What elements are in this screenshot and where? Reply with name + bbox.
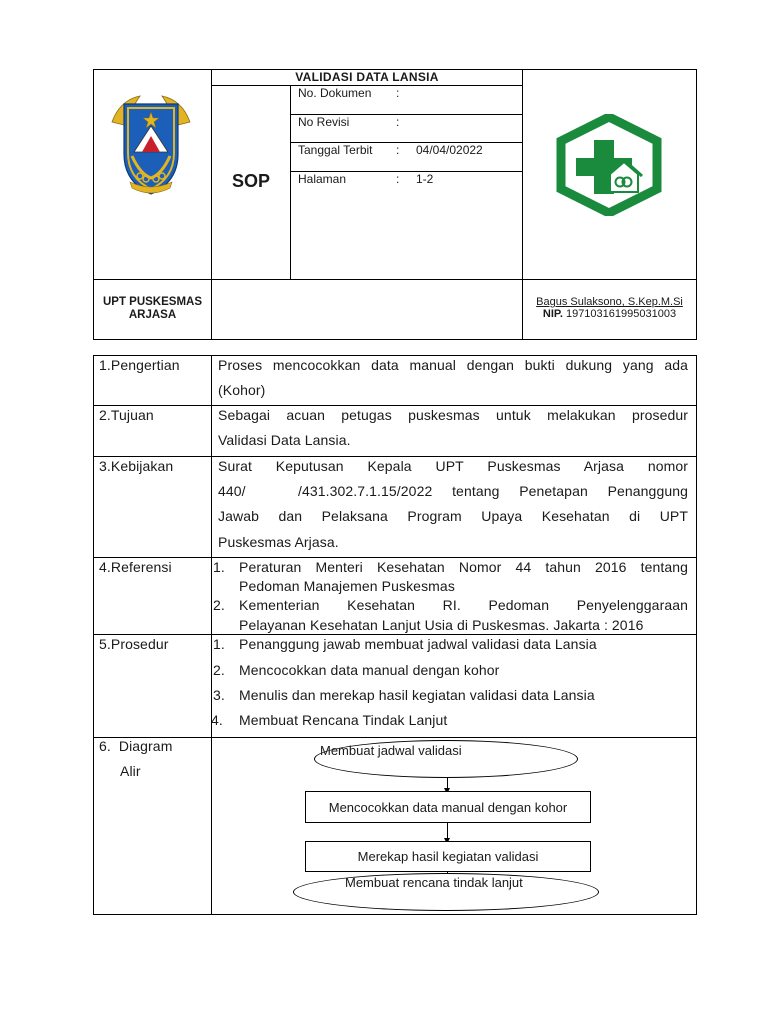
flow-arrow-2 (447, 823, 448, 839)
sop-label: SOP (231, 171, 270, 191)
section-label-kebijakan: 3.Kebijakan (99, 458, 174, 474)
referensi-item-1-line2: Pedoman Manajemen Puskesmas (239, 578, 455, 594)
prosedur-item-4: Membuat Rencana Tindak Lanjut (239, 712, 448, 728)
signer-name: Bagus Sulaksono, S.Kep.M.Si (536, 296, 683, 308)
nip-value: 197103161995031003 (565, 308, 677, 320)
kebijakan-line3: Jawab dan Pelaksana Program Upaya Kesehatan di UPT (218, 508, 688, 524)
document-title: VALIDASI DATA LANSIA (295, 70, 439, 84)
flow-step-3: Merekap hasil kegiatan validasi (357, 849, 539, 864)
flow-step-4: Membuat rencana tindak lanjut (345, 875, 523, 890)
prosedur-num-3: 3. (213, 687, 225, 703)
prosedur-item-2: Mencocokkan data manual dengan kohor (239, 662, 500, 678)
kebijakan-line2a: 440/ (218, 483, 246, 499)
kebijakan-line2b: /431.302.7.1.15/2022 tentang Penetapan Penanggung (298, 483, 688, 499)
pengertian-line1: Proses mencocokkan data manual dengan bukti dukung yang ada (218, 357, 688, 373)
referensi-num-2: 2. (213, 597, 225, 613)
prosedur-item-1: Penanggung jawab membuat jadwal validasi data Lansia (239, 636, 597, 652)
regional-crest-logo (110, 92, 192, 200)
field-colon: : (396, 172, 400, 186)
field-label-halaman: Halaman (298, 172, 347, 186)
prosedur-item-3: Menulis dan merekap hasil kegiatan validasi data Lansia (239, 687, 595, 703)
field-colon: : (396, 115, 400, 129)
flow-step-3-box (305, 841, 591, 872)
flow-arrow-1 (447, 778, 448, 789)
referensi-num-1: 1. (213, 559, 225, 575)
pengertian-line2: (Kohor) (218, 382, 266, 398)
section-label-diagram-line2: Alir (120, 763, 141, 779)
org-name-line1: UPT PUSKESMAS (102, 296, 203, 308)
referensi-item-1-line1: Peraturan Menteri Kesehatan Nomor 44 tahun 2016 tentang (239, 559, 688, 575)
tujuan-line2: Validasi Data Lansia. (218, 432, 351, 448)
kebijakan-line1: Surat Keputusan Kepala UPT Puskesmas Arjasa nomor (218, 458, 688, 474)
puskesmas-logo (556, 114, 662, 216)
field-label-no-dokumen: No. Dokumen (298, 86, 372, 100)
flow-step-1: Membuat jadwal validasi (320, 743, 462, 758)
nip-label: NIP. (542, 308, 563, 320)
field-label-tanggal-terbit: Tanggal Terbit (298, 143, 373, 157)
section-label-tujuan: 2.Tujuan (99, 407, 154, 423)
prosedur-num-2: 2. (213, 662, 225, 678)
field-colon: : (396, 86, 400, 100)
tujuan-line1: Sebagai acuan petugas puskesmas untuk melakukan prosedur (218, 407, 688, 423)
flow-step-2-box (305, 791, 591, 823)
section-label-diagram-line1: 6. Diagram (99, 738, 173, 754)
section-label-pengertian: 1.Pengertian (99, 357, 180, 373)
referensi-item-2-line1: Kementerian Kesehatan RI. Pedoman Penyelenggaraan (239, 597, 688, 613)
field-value-halaman: 1-2 (416, 172, 434, 186)
referensi-item-2-line2: Pelayanan Kesehatan Lanjut Usia di Puskesmas. Jakarta : 2016 (239, 617, 644, 633)
flow-step-2: Mencocokkan data manual dengan kohor (328, 799, 568, 815)
field-value-tanggal-terbit: 04/04/02022 (416, 143, 483, 157)
prosedur-num-1: 1. (213, 636, 225, 652)
kebijakan-line4: Puskesmas Arjasa. (218, 534, 339, 550)
prosedur-num-4: 4. (211, 712, 223, 728)
section-label-prosedur: 5.Prosedur (99, 636, 169, 652)
section-label-referensi: 4.Referensi (99, 559, 172, 575)
field-label-no-revisi: No Revisi (298, 115, 350, 129)
nip-line (523, 308, 696, 320)
org-name-line2: ARJASA (128, 309, 177, 321)
field-colon: : (396, 143, 400, 157)
